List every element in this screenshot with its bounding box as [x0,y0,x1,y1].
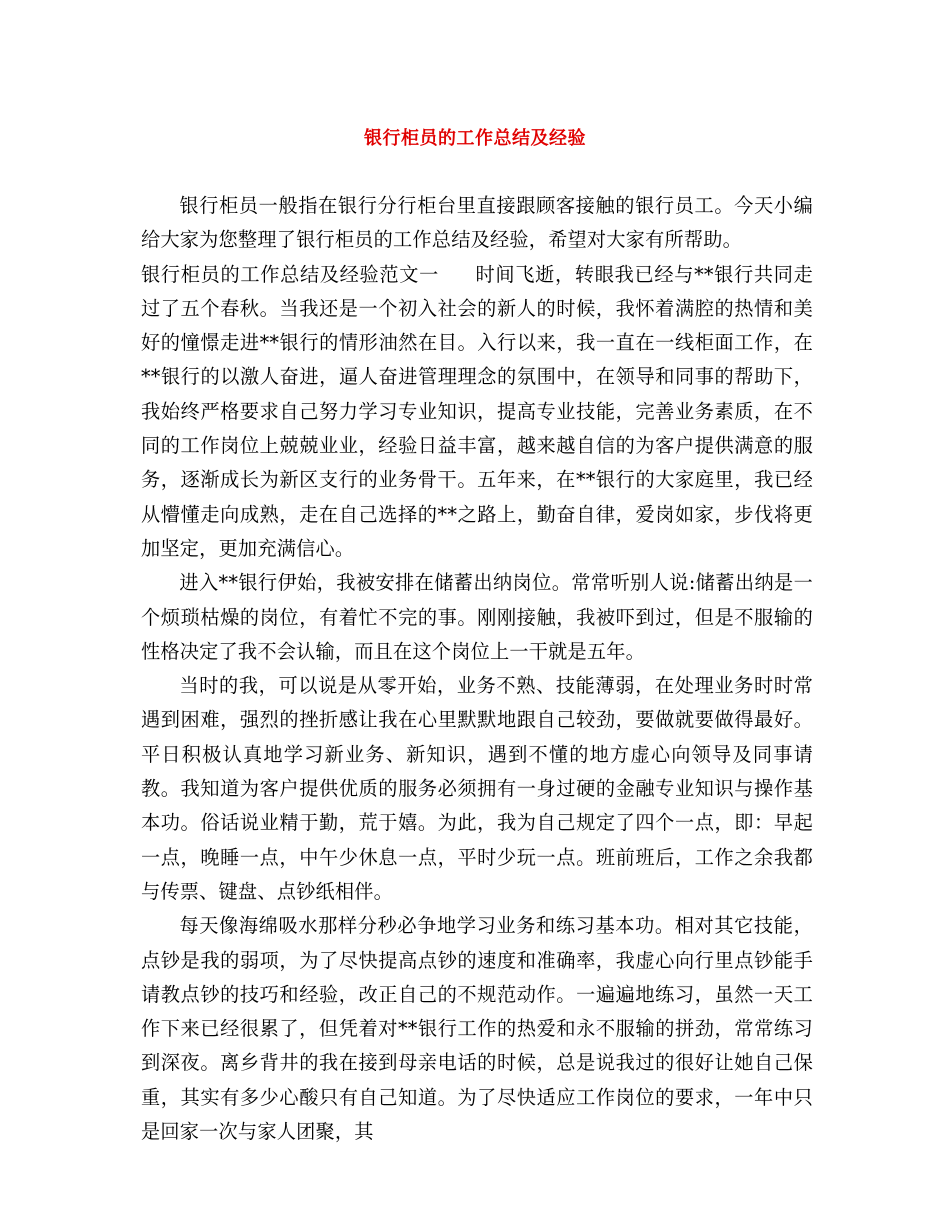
paragraph-5: 每天像海绵吸水那样分秒必争地学习业务和练习基本功。相对其它技能，点钞是我的弱项，为了尽快提高点钞的速度和准确率，我虚心向行里点钞能手请教点钞的技巧和经验，改正自己的不规范动作。一遍遍地练习，虽然一天工作下来已经很累了，但凭着对**银行工作的热爱和永不服输的拼劲，常常练习到深夜。离乡背井的我在接到母亲电话的时候，总是说我过的很好让她自己保重，其实有多少心酸只有自己知道。为了尽快适应工作岗位的要求，一年中只是回家一次与家人团聚，其 [141,914,813,1144]
paragraph-sample-one [141,258,813,567]
document-body [141,189,813,1149]
document-title: 银行柜员的工作总结及经验 [364,128,586,149]
paragraph-intro: 银行柜员一般指在银行分行柜台里直接跟顾客接触的银行员工。今天小编给大家为您整理了银行柜员的工作总结及经验，希望对大家有所帮助。 [141,194,813,252]
paragraph-sample-one-text: 时间飞逝，转眼我已经与**银行共同走过了五个春秋。当我还是一个初入社会的新人的时候，我怀着满腔的热情和美好的憧憬走进**银行的情形油然在目。入行以来，我一直在一线柜面工作，在**银行的以激人奋进，逼人奋进管理理念的氛围中，在领导和同事的帮助下，我始终严格要求自己努力学习专业知识，提高专业技能，完善业务素质，在不同的工作岗位上兢兢业业，经验日益丰富，越来越自信的为客户提供满意的服务，逐渐成长为新区支行的业务骨干。五年来，在**银行的大家庭里，我已经从懵懂走向成熟，走在自己选择的**之路上，勤奋自律，爱岗如家，步伐将更加坚定，更加充满信心。 [141,262,813,560]
section-heading: 银行柜员的工作总结及经验范文一 [141,262,440,286]
paragraph-4: 当时的我，可以说是从零开始，业务不熟、技能薄弱，在处理业务时时常遇到困难，强烈的挫折感让我在心里默默地跟自己较劲，要做就要做得最好。平日积极认真地学习新业务、新知识，遇到不懂的地方虚心向领导及同事请教。我知道为客户提供优质的服务必须拥有一身过硬的金融专业知识与操作基本功。俗话说业精于勤，荒于嬉。为此，我为自己规定了四个一点，即：早起一点，晚睡一点，中午少休息一点，平时少玩一点。班前班后，工作之余我都与传票、键盘、点钞纸相伴。 [141,674,813,903]
paragraph-3: 进入**银行伊始，我被安排在储蓄出纳岗位。常常听别人说:储蓄出纳是一个烦琐枯燥的岗位，有着忙不完的事。刚刚接触，我被吓到过，但是不服输的性格决定了我不会认输，而且在这个岗位上一干就是五年。 [141,571,813,663]
